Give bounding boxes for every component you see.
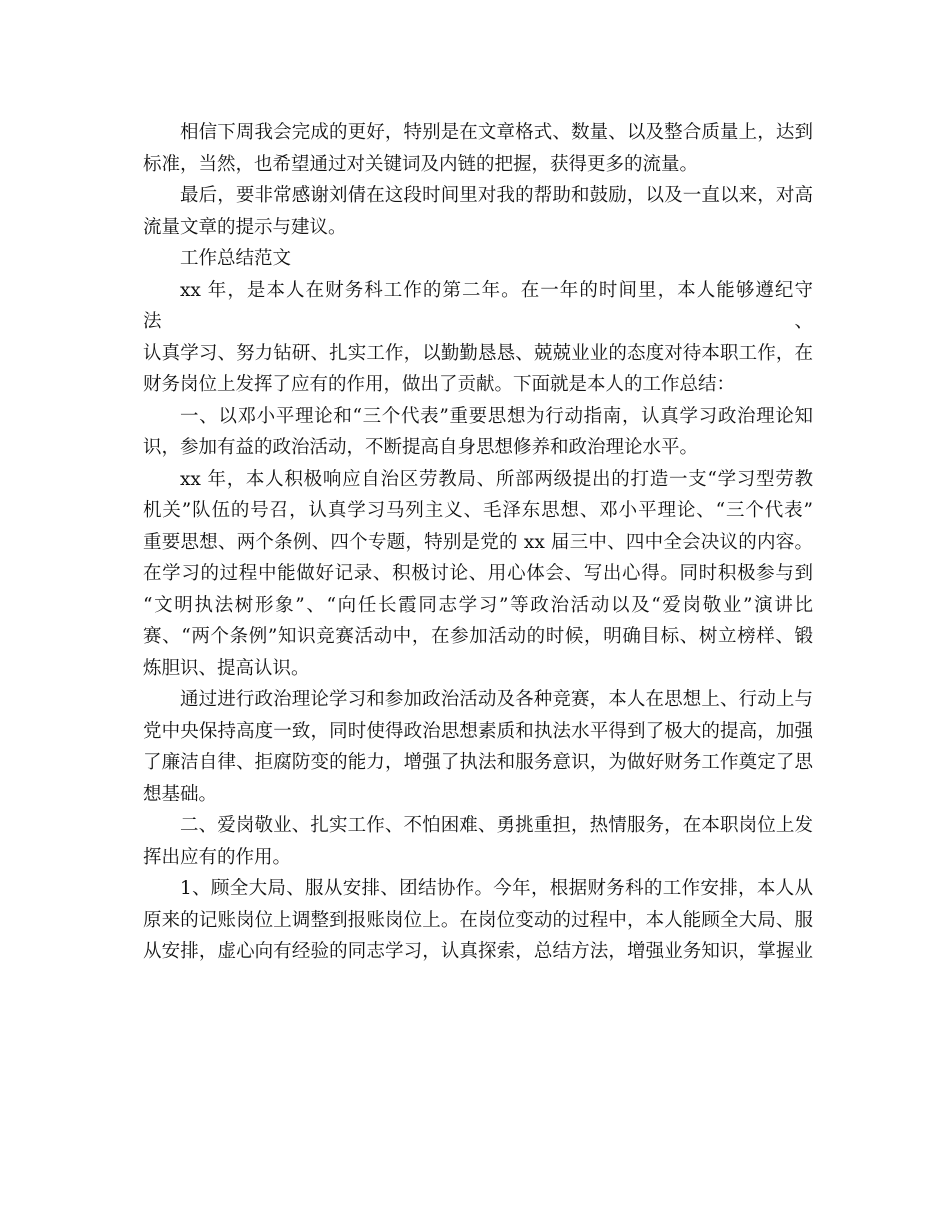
text-line: 赛、“两个条例”知识竞赛活动中，在参加活动的时候，明确目标、树立榜样、锻 (143, 626, 813, 647)
text-line: 重要思想、两个条例、四个专题，特别是党的 xx 届三中、四中全会决议的内容。 (143, 531, 813, 553)
paragraph (143, 810, 813, 873)
text-line: 想基础。 (143, 783, 218, 805)
text-line: 认真学习、努力钻研、扎实工作，以勤勤恳恳、兢兢业业的态度对待本职工作，在 (143, 342, 813, 364)
text-line: 标准，当然，也希望通过对关键词及内链的把握，获得更多的流量。 (143, 153, 699, 175)
paragraph (143, 464, 813, 685)
text-line: 工作总结范文 (180, 248, 292, 269)
text-line: 炼胆识、提高认识。 (143, 657, 310, 679)
text-line: 原来的记账岗位上调整到报账岗位上。在岗位变动的过程中，本人能顾全大局、服 (143, 909, 813, 931)
text-line: 财务岗位上发挥了应有的作用，做出了贡献。下面就是本人的工作总结： (143, 374, 736, 395)
text-line: 通过进行政治理论学习和参加政治活动及各种竞赛，本人在思想上、行动上与 (180, 689, 813, 710)
text-line: 相信下周我会完成的更好，特别是在文章格式、数量、以及整合质量上，达到 (180, 122, 813, 143)
paragraph (143, 180, 813, 243)
text-line: 了廉洁自律、拒腐防变的能力，增强了执法和服务意识，为做好财务工作奠定了思 (143, 752, 813, 773)
text-line: 一、以邓小平理论和“三个代表”重要思想为行动指南，认真学习政治理论知 (180, 405, 813, 427)
text-line: 二、爱岗敬业、扎实工作、不怕困难、勇挑重担，热情服务，在本职岗位上发 (180, 815, 813, 836)
paragraph (143, 275, 813, 401)
text-line: 党中央保持高度一致，同时使得政治思想素质和执法水平得到了极大的提高，加强 (143, 720, 813, 742)
paragraph (143, 873, 813, 968)
text-line: 1、顾全大局、服从安排、团结协作。今年，根据财务科的工作安排，本人从 (180, 878, 813, 899)
paragraph (143, 684, 813, 810)
text-line: xx 年，是本人在财务科工作的第二年。在一年的时间里，本人能够遵纪守法、 (143, 279, 813, 332)
text-line: 机关”队伍的号召，认真学习马列主义、毛泽东思想、邓小平理论、“三个代表” (143, 500, 813, 521)
text-line: 从安排，虚心向有经验的同志学习，认真探索，总结方法，增强业务知识，掌握业 (143, 941, 813, 962)
text-line: 在学习的过程中能做好记录、积极讨论、用心体会、写出心得。同时积极参与到 (143, 563, 813, 584)
paragraph (143, 401, 813, 464)
text-line: 流量文章的提示与建议。 (143, 216, 347, 238)
text-line: 挥出应有的作用。 (143, 846, 292, 868)
paragraph (143, 117, 813, 180)
text-line: xx 年，本人积极响应自治区劳教局、所部两级提出的打造一支“学习型劳教 (180, 468, 813, 490)
document-body (143, 117, 813, 968)
section-title (143, 243, 813, 275)
text-line: 最后，要非常感谢刘倩在这段时间里对我的帮助和鼓励，以及一直以来，对高 (180, 185, 813, 206)
text-line: “文明执法树形象”、“向任长霞同志学习”等政治活动以及“爱岗敬业”演讲比 (143, 594, 813, 616)
text-line: 识，参加有益的政治活动，不断提高自身思想修养和政治理论水平。 (143, 437, 699, 458)
